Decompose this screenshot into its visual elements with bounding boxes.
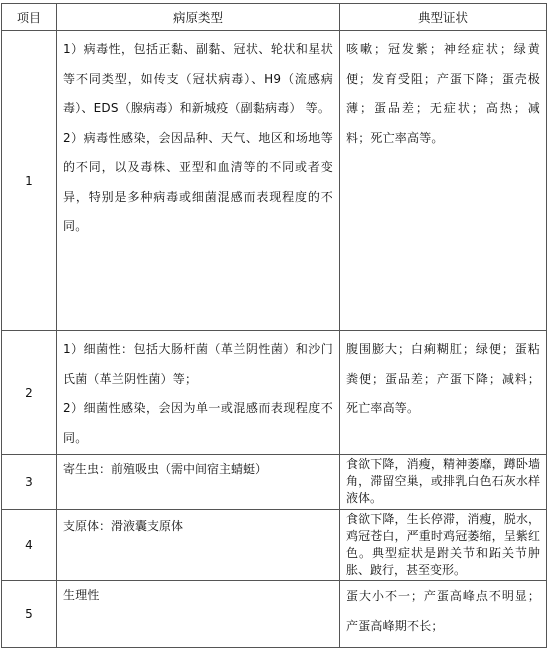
pathogen-cell — [57, 581, 340, 648]
symptoms-cell — [340, 455, 547, 510]
symptoms-cell — [340, 581, 547, 648]
row-id: 5 — [2, 581, 57, 648]
pathogen-paragraph: 寄生虫：前殖吸虫（需中间宿主蜻蜓） — [63, 462, 268, 476]
pathogen-cell — [57, 31, 340, 331]
pathogen-table — [1, 3, 547, 648]
pathogen-paragraph: 1）细菌性：包括大肠杆菌（革兰阴性菌）和沙门氏菌（革兰阴性菌）等； — [63, 342, 333, 386]
row-id: 1 — [2, 31, 57, 331]
header-pathogen-type: 病原类型 — [57, 4, 340, 31]
symptoms-cell — [340, 510, 547, 581]
pathogen-paragraph: 2）细菌性感染，会因为单一或混感而表现程度不同。 — [63, 401, 333, 445]
table-row — [2, 331, 547, 455]
symptoms-text: 食欲下降，生长停滞，消瘦，脱水，鸡冠苍白，严重时鸡冠萎缩，呈紫红色。典型症状是跗关节和跖关节肿胀、跛行，甚至变形。 — [346, 512, 540, 577]
symptoms-text: 咳嗽；冠发紫；神经症状；绿黄便；发育受阻；产蛋下降；蛋壳极薄；蛋品差；无症状；高热；减料；死亡率高等。 — [346, 42, 540, 145]
pathogen-paragraph: 1）病毒性，包括正黏、副黏、冠状、轮状和星状等不同类型，如传支（冠状病毒）、H9（流感病毒）、EDS（腺病毒）和新城疫（副黏病毒） 等。 — [63, 42, 333, 115]
pathogen-paragraph: 2）病毒性感染，会因品种、天气、地区和场地等的不同，以及毒株、亚型和血清等的不同或者变异，特别是多种病毒或细菌混感而表现程度的不同。 — [63, 130, 333, 233]
symptoms-text: 食欲下降，消瘦，精神萎靡，蹲卧墙角，滞留空巢，或排乳白色石灰水样液体。 — [346, 457, 540, 505]
pathogen-cell — [57, 510, 340, 581]
table-row — [2, 510, 547, 581]
pathogen-cell — [57, 455, 340, 510]
header-symptoms: 典型证状 — [340, 4, 547, 31]
symptoms-text: 蛋大小不一；产蛋高峰点不明显；产蛋高峰期不长； — [346, 589, 540, 633]
pathogen-cell — [57, 331, 340, 455]
pathogen-paragraph: 支原体：滑液囊支原体 — [63, 519, 184, 533]
symptoms-cell — [340, 331, 547, 455]
table-row — [2, 581, 547, 648]
pathogen-paragraph: 生理性 — [63, 588, 100, 602]
header-item: 项目 — [2, 4, 57, 31]
symptoms-text: 腹围膨大；白痢糊肛；绿便；蛋粘粪便；蛋品差；产蛋下降；减料；死亡率高等。 — [346, 342, 540, 415]
row-id: 2 — [2, 331, 57, 455]
table-row — [2, 31, 547, 331]
row-id: 4 — [2, 510, 57, 581]
symptoms-cell — [340, 31, 547, 331]
table-row — [2, 455, 547, 510]
table-header-row — [2, 4, 547, 31]
row-id: 3 — [2, 455, 57, 510]
